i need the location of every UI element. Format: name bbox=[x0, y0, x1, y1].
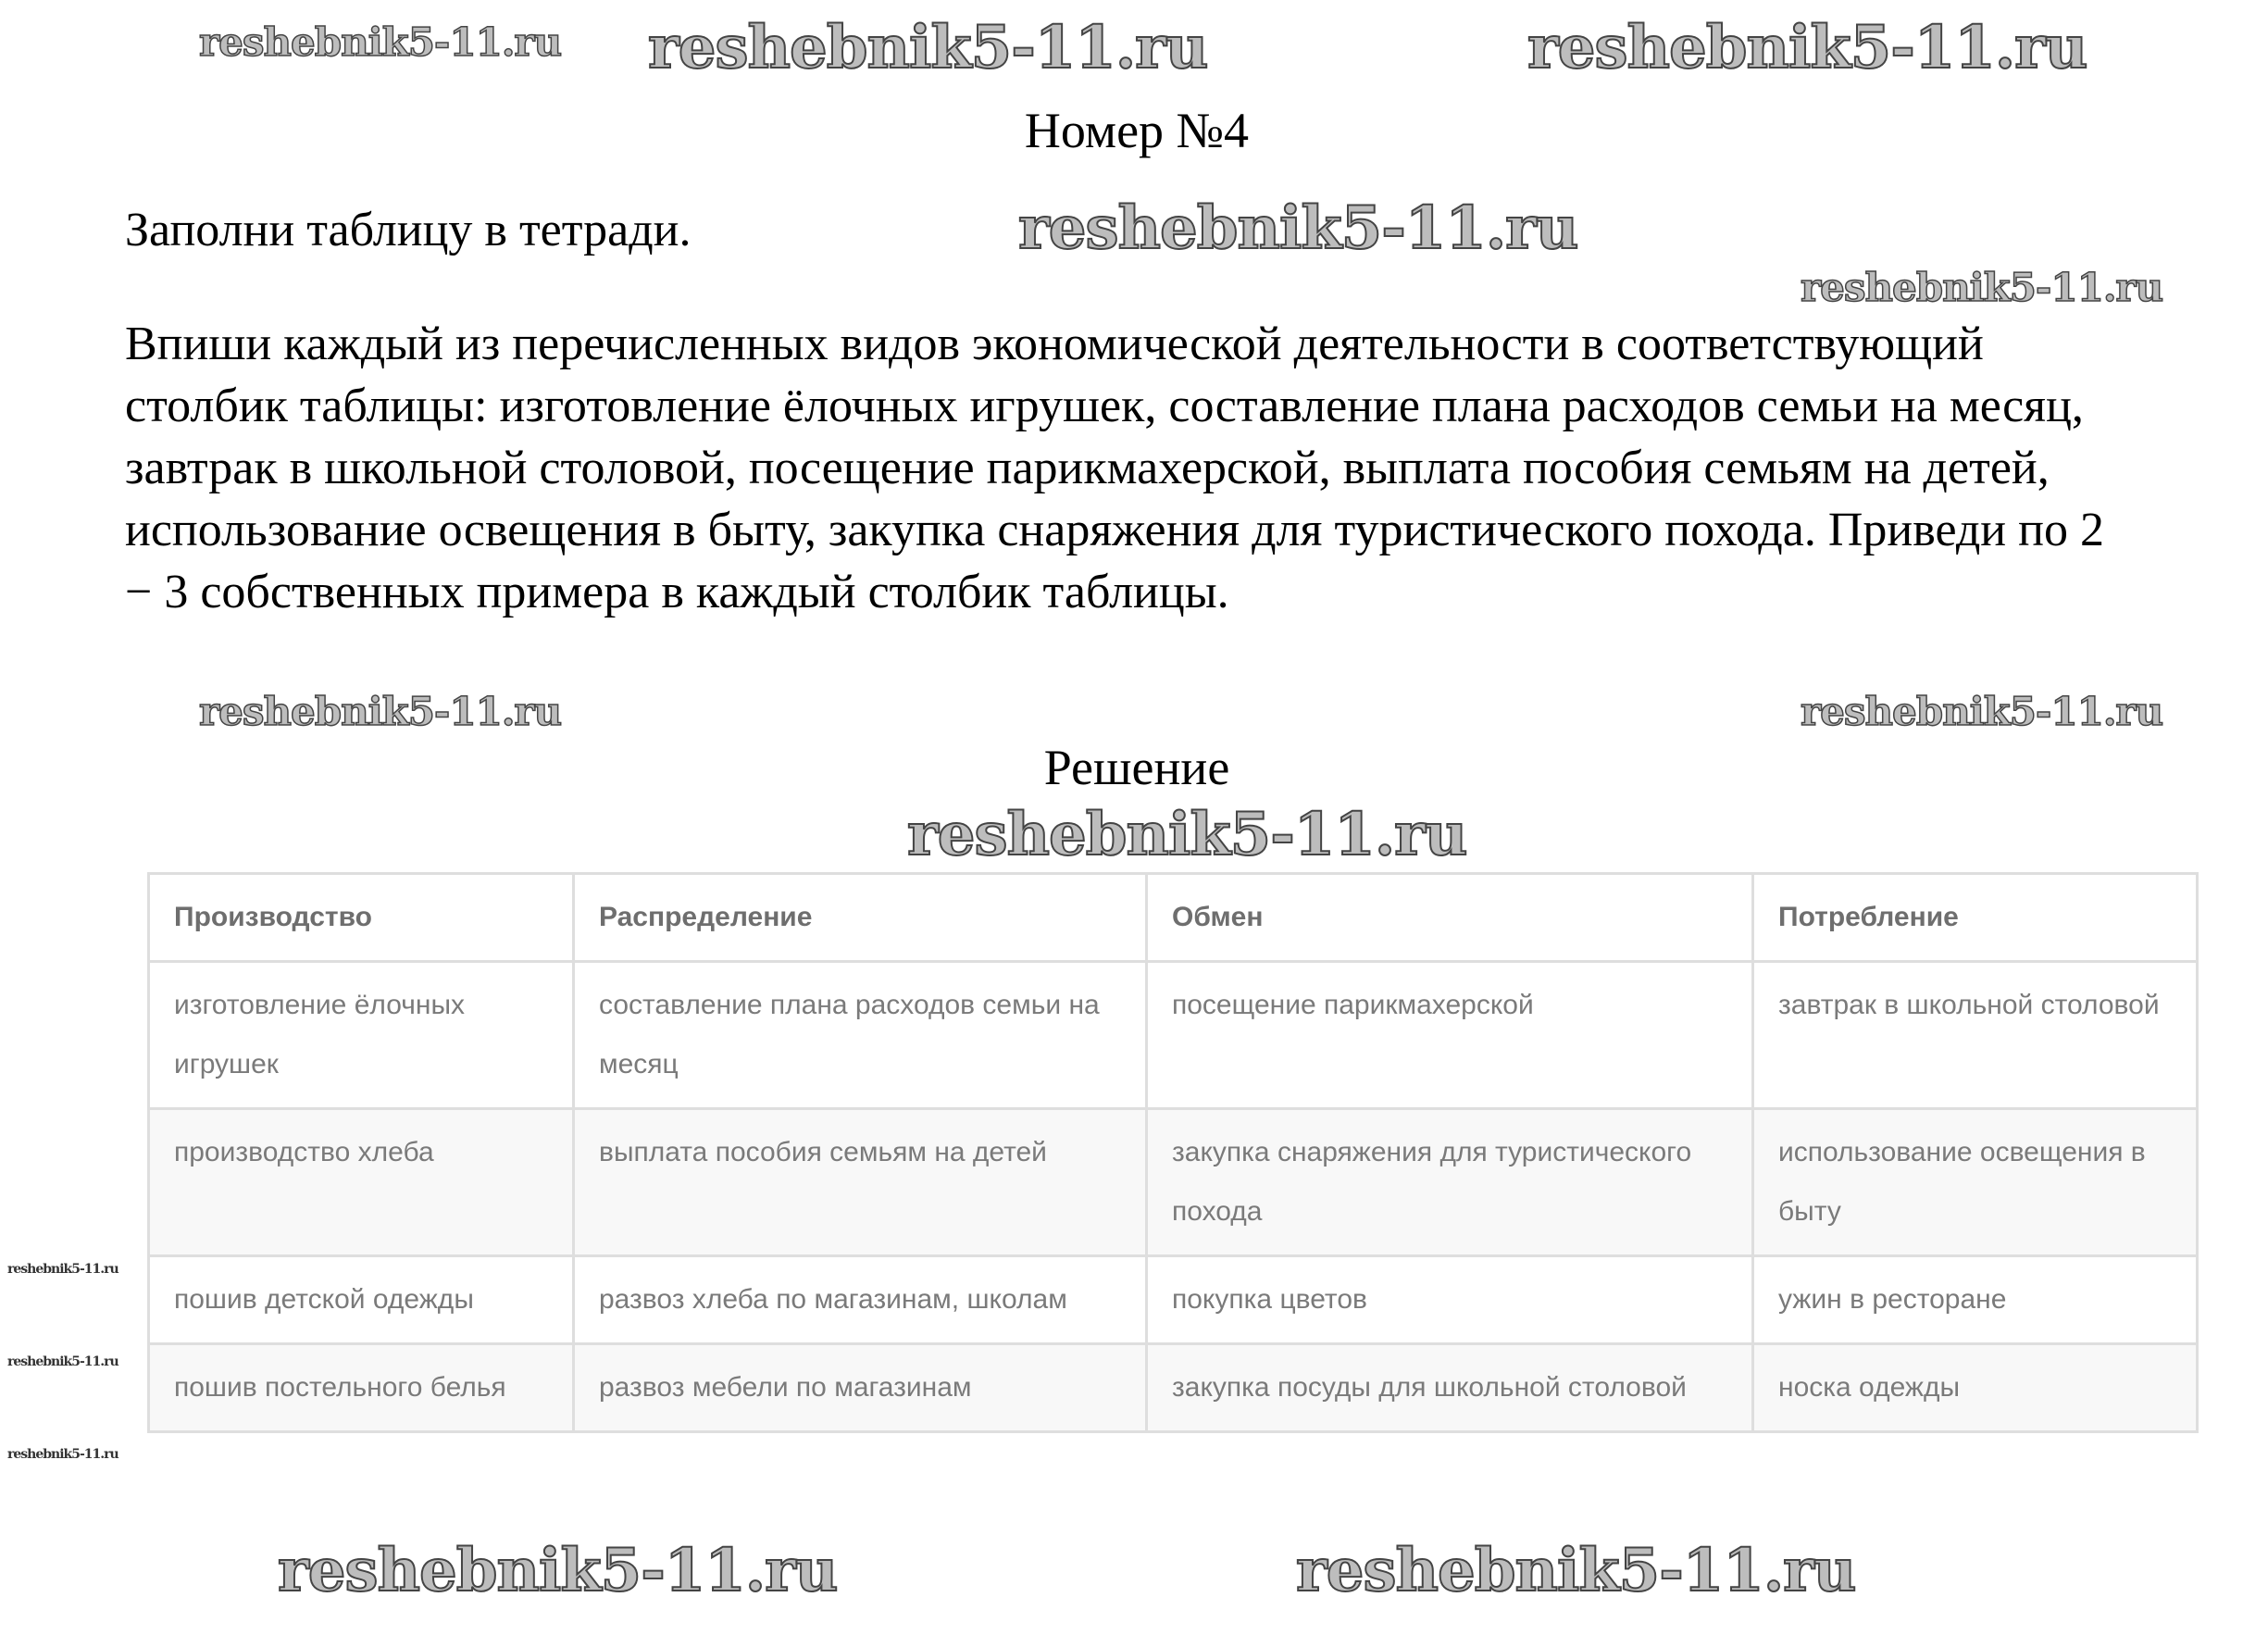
task-description: Впиши каждый из перечисленных видов экономической деятельности в соответствующий столбик таблицы: изготовление ёлочных игрушек, составление плана расходов семьи на месяц, завтрак в школьной столовой, посещение парикмахерской, выплата пособия семьям на детей, использование освещения в быту, закупка снаряжения для туристического похода. Приведи по 2 − 3 собственных примера в каждый столбик таблицы. bbox=[125, 318, 2104, 618]
watermark: reshebnik5-11.ru bbox=[199, 19, 562, 65]
watermark: reshebnik5-11.ru bbox=[1801, 689, 2163, 734]
header-exchange: Обмен bbox=[1147, 874, 1753, 962]
table-cell: пошив постельного белья bbox=[149, 1344, 574, 1432]
table-cell: посещение парикмахерской bbox=[1147, 962, 1753, 1109]
header-production: Производство bbox=[149, 874, 574, 962]
page-title: Номер №4 bbox=[1024, 103, 1250, 158]
table-cell: развоз хлеба по магазинам, школам bbox=[574, 1256, 1147, 1344]
watermark: reshebnik5-11.ru bbox=[7, 1262, 118, 1277]
watermark: reshebnik5-11.ru bbox=[648, 13, 1208, 82]
table-cell: носка одежды bbox=[1753, 1344, 2198, 1432]
watermark: reshebnik5-11.ru bbox=[1801, 265, 2163, 310]
table-cell: производство хлеба bbox=[149, 1109, 574, 1256]
table-cell: развоз мебели по магазинам bbox=[574, 1344, 1147, 1432]
solution-heading: Решение bbox=[1043, 740, 1230, 795]
table-row bbox=[149, 1109, 2198, 1256]
table-cell: составление плана расходов семьи на месяц bbox=[574, 962, 1147, 1109]
watermark: reshebnik5-11.ru bbox=[199, 689, 562, 734]
table-cell: завтрак в школьной столовой bbox=[1753, 962, 2198, 1109]
header-distribution: Распределение bbox=[574, 874, 1147, 962]
answer-table bbox=[147, 872, 2199, 1433]
table-cell: выплата пособия семьям на детей bbox=[574, 1109, 1147, 1256]
table-cell: закупка посуды для школьной столовой bbox=[1147, 1344, 1753, 1432]
table-cell: закупка снаряжения для туристического похода bbox=[1147, 1109, 1753, 1256]
watermark: reshebnik5-11.ru bbox=[1018, 193, 1578, 263]
table-row bbox=[149, 1256, 2198, 1344]
task-instruction: Заполни таблицу в тетради. bbox=[125, 204, 692, 256]
table-cell: покупка цветов bbox=[1147, 1256, 1753, 1344]
table-cell: пошив детской одежды bbox=[149, 1256, 574, 1344]
watermark: reshebnik5-11.ru bbox=[1527, 13, 2087, 82]
table-header-row bbox=[149, 874, 2198, 962]
watermark: reshebnik5-11.ru bbox=[278, 1536, 838, 1605]
header-consumption: Потребление bbox=[1753, 874, 2198, 962]
watermark: reshebnik5-11.ru bbox=[7, 1354, 118, 1369]
table-cell: изготовление ёлочных игрушек bbox=[149, 962, 574, 1109]
watermark: reshebnik5-11.ru bbox=[1296, 1536, 1856, 1605]
watermark: reshebnik5-11.ru bbox=[7, 1447, 118, 1462]
watermark: reshebnik5-11.ru bbox=[907, 800, 1467, 869]
table-cell: ужин в ресторане bbox=[1753, 1256, 2198, 1344]
table-row bbox=[149, 1344, 2198, 1432]
table-row bbox=[149, 962, 2198, 1109]
table-cell: использование освещения в быту bbox=[1753, 1109, 2198, 1256]
